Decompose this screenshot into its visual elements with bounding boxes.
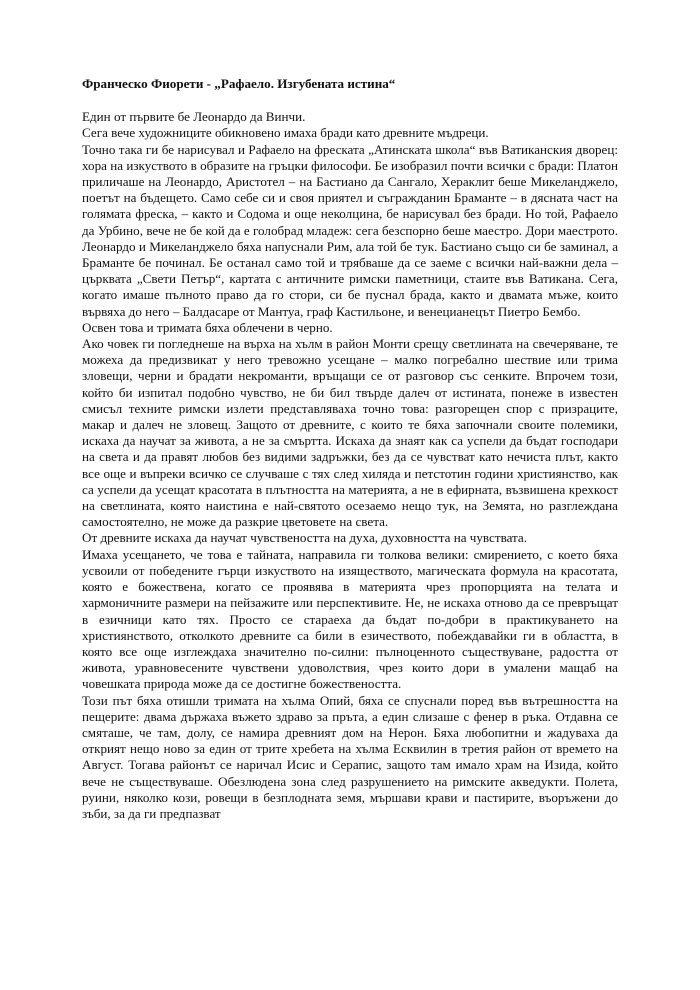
paragraph-3: Точно така ги бе нарисувал и Рафаело на фреската „Атинската школа“ във Ватиканския дворец: хора на изкуството в образите на гръцки философи. Бе изобразил почти всички с бради: Платон приличаше на Леонардо, Аристотел – на Бастиано да Сангало, Хераклит беше Микеланджело, поетът на бъдещето. Само себе си и своя приятел и съгражданин Браманте – в дясната част на голямата фреска, – както и Содома и още неколцина, бе нарисувал без бради. Но той, Рафаело да Урбино, вече не бе кой да е голобрад младеж: сега безспорно беше маестро. Дори маестрото. Леонардо и Микеланджело бяха напуснали Рим, ала той бе тук. Бастиано също си бе заминал, а Браманте бе починал. Бе останал само той и трябваше да се заеме с всички най-важни дела – църквата „Свети Петър“, картата с античните римски паметници, стаите във Ватикана. Сега, когато имаше пълното право да го стори, си бе пуснал брада, както и двамата мъже, които вървяха до него – Балдасаре от Мантуа, граф Кастильоне, и венецианецът Пиетро Бембо. (82, 141, 618, 319)
paragraph-6: От древните искаха да научат чувствеността на духа, духовността на чувствата. (82, 530, 528, 546)
paragraph-8: Този път бяха отишли тримата на хълма Опий, бяха се спуснали поред във вътрешността на пещерите: двама държаха въжето здраво за пръта, а един слизаше с фенер в ръка. Отдавна се смяташе, че там, долу, се намира древният дом на Нерон. Бяха любопитни и жадуваха да открият нещо ново за един от трите хребета на хълма Есквилин в третия район от времето на Август. Тогава районът се наричал Исис и Серапис, защото там имало храм на Изида, който вече не съществуваше. Обезлюдена зона след разрушението на римските акведукти. Полета, руини, няколко кози, ровещи в безплодната земя, мършави крави и пастирите, въоръжени до зъби, за да ги предпазват (82, 692, 618, 821)
paragraph-1: Един от първите бе Леонардо да Винчи. (82, 109, 306, 125)
document-title: Франческо Фиорети - „Рафаело. Изгубената истина“ (82, 76, 396, 91)
document-page (82, 76, 618, 822)
paragraph-4: Освен това и тримата бяха облечени в черно. (82, 319, 333, 335)
paragraph-5: Ако човек ги погледнеше на върха на хълм в район Монти срещу светлината на свечеряване, те можеха да предизвикат у него тревожно усещане – малко погребално шествие или трима зловещи, черни и брадати некроманти, връщащи се от разговор със сенките. Впрочем този, който би изпитал подобно чувство, не би бил твърде далеч от истината, понеже в известен смисъл техните римски излети представляваха точно това: разгорещен спор с призраците, макар и далеч не зловещ. Защото от древните, с които те бяха започнали своите полемики, искаха да научат за живота, а не за смъртта. Искаха да знаят как са успели да бъдат господари на света и да правят любов без видими задръжки, без да се чувстват като нечиста плът, както все още и въпреки всичко се случваше с тях след хиляда и петстотин години християнство, как са успели да усещат красотата в плътността на материята, а не в ефирната, възвишена крехкост на светлината, която наистина е най-святото осезаемо нещо тук, на Земята, но разглеждана самостоятелно, не може да разкрие цветовете на света. (82, 336, 618, 530)
paragraph-2: Сега вече художниците обикновено имаха бради като древните мъдреци. (82, 125, 489, 141)
paragraph-7: Имаха усещането, че това е тайната, направила ги толкова велики: смирението, с което бяха усвоили от победените гърци изкуството на изяществото, магическата формула на красотата, която е божествена, когато се проявява в материята чрез пропорцията на телата и хармоничните размери на пейзажите или перспективите. Не, не искаха отново да се превръщат в езичници като тях. Просто се стараеха да бъдат по-добри в практикуването на християнството, отколкото древните са били в езичеството, побеждавайки ги в областта, в която все още изглеждаха значително по-силни: пълноценното съществуване, радостта от живота, уравновесените чувствени удоволствия, чрез които дори в умалени мащаб на човешката природа може да се достигне божествеността. (82, 546, 618, 692)
